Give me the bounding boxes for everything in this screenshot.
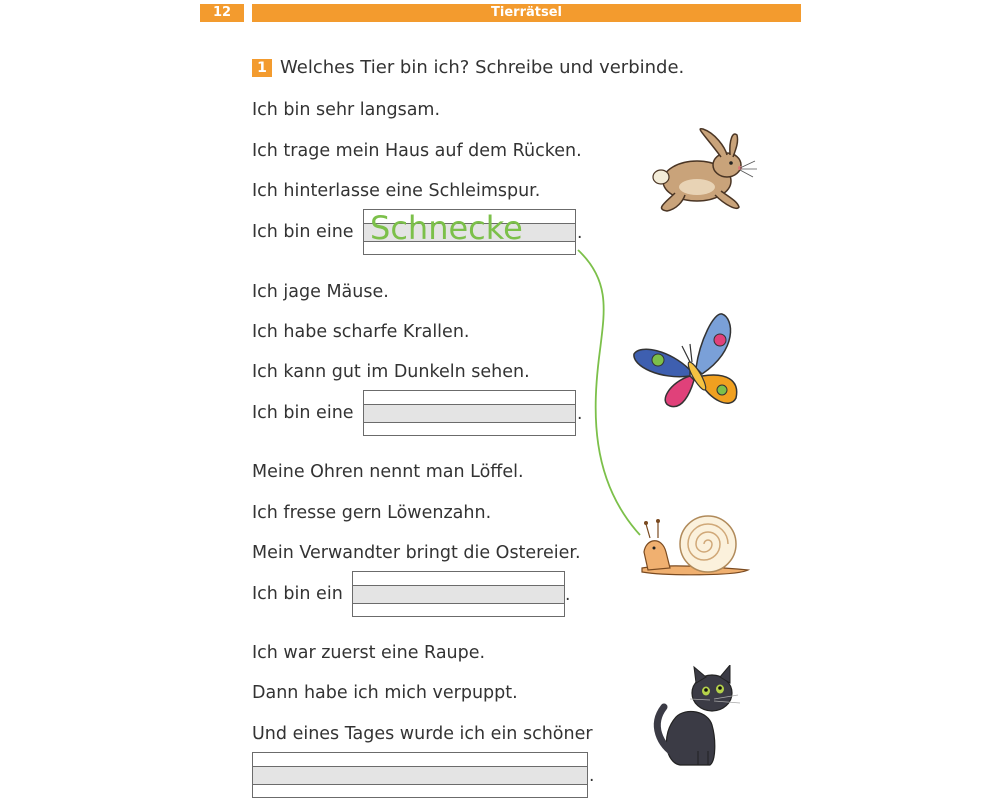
riddle-1-answer: Schnecke (370, 209, 523, 247)
snail-image[interactable] (636, 512, 754, 577)
riddle-4-line-2: Dann habe ich mich verpuppt. (252, 683, 518, 703)
riddle-3-period: . (565, 585, 571, 605)
riddle-3-line-1: Meine Ohren nennt man Löffel. (252, 462, 524, 482)
riddle-1-prompt: Ich bin eine (252, 222, 354, 242)
riddle-4-answer-field[interactable] (252, 752, 588, 798)
riddle-3-line-3: Mein Verwandter bringt die Ostereier. (252, 543, 581, 563)
riddle-2-prompt: Ich bin eine (252, 403, 354, 423)
riddle-1-line-3: Ich hinterlasse eine Schleimspur. (252, 181, 541, 201)
riddle-1-line-2: Ich trage mein Haus auf dem Rücken. (252, 141, 582, 161)
page-number: 12 (200, 4, 244, 22)
page-title: Tierrätsel (252, 4, 801, 22)
riddle-3-answer-field[interactable] (352, 571, 565, 617)
task-instruction: Welches Tier bin ich? Schreibe und verbinde. (280, 57, 685, 78)
task-number-badge: 1 (252, 59, 272, 77)
riddle-3-prompt: Ich bin ein (252, 584, 343, 604)
riddle-1-answer-field[interactable] (363, 209, 576, 255)
riddle-3-line-2: Ich fresse gern Löwenzahn. (252, 503, 492, 523)
riddle-1-line-1: Ich bin sehr langsam. (252, 100, 441, 120)
riddle-2-line-2: Ich habe scharfe Krallen. (252, 322, 470, 342)
riddle-2-answer-field[interactable] (363, 390, 576, 436)
riddle-1-period: . (577, 223, 583, 243)
riddle-4-period: . (589, 766, 595, 786)
riddle-4-line-3: Und eines Tages wurde ich ein schöner (252, 724, 593, 744)
butterfly-image[interactable] (630, 310, 745, 420)
riddle-4-line-1: Ich war zuerst eine Raupe. (252, 643, 486, 663)
riddle-2-period: . (577, 404, 583, 424)
riddle-2-line-1: Ich jage Mäuse. (252, 282, 389, 302)
cat-image[interactable] (650, 665, 745, 770)
riddle-2-line-3: Ich kann gut im Dunkeln sehen. (252, 362, 530, 382)
rabbit-image[interactable] (645, 125, 760, 220)
